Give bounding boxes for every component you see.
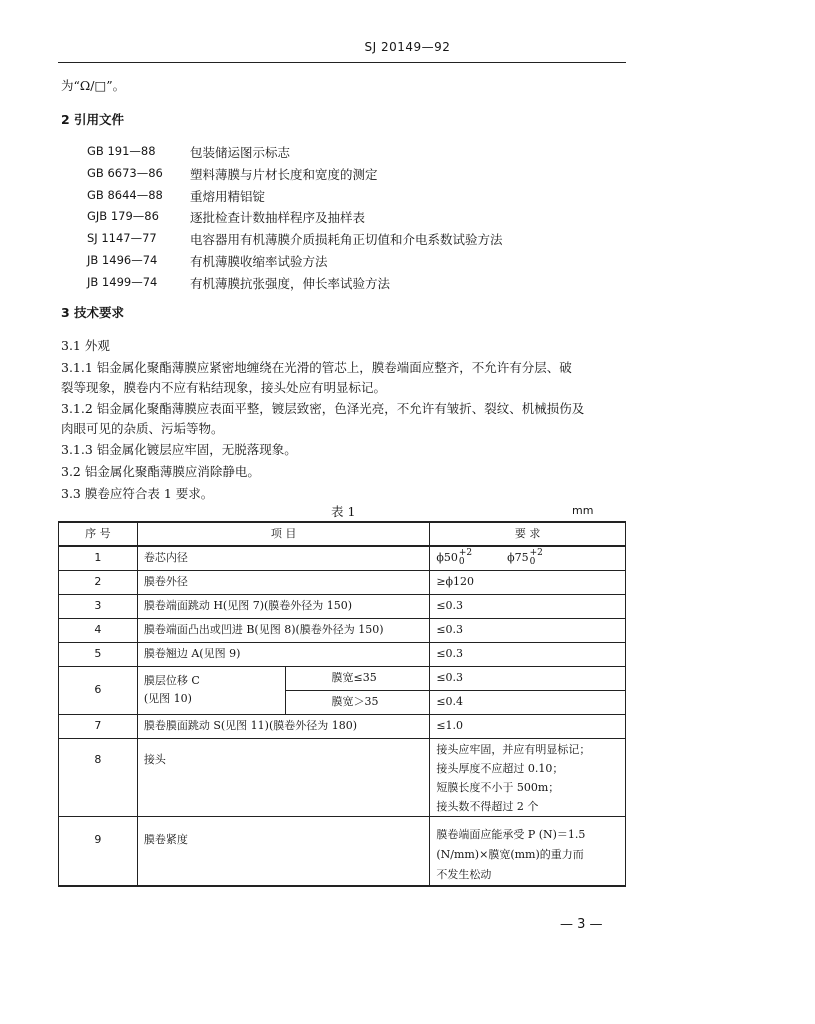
- row-no: 4: [59, 618, 138, 642]
- row-item: 膜卷翘边 A(见图 9): [137, 642, 429, 666]
- row-item-line: 膜层位移 C: [143, 674, 200, 687]
- table-row: [59, 546, 626, 570]
- req-line: 不发生松动: [436, 867, 492, 881]
- row-subitem: 膜宽＞35: [285, 690, 430, 714]
- clause-3-1-1-line2: 裂等现象，膜卷内不应有粘结现象，接头处应有明显标记。: [61, 380, 387, 395]
- row-requirement: ≤0.3: [430, 642, 626, 666]
- row-item: 膜卷端面凸出或凹进 B(见图 8)(膜卷外径为 150): [137, 618, 429, 642]
- table-row: [59, 642, 626, 666]
- clause-3-1-1-line1: 3.1.1 铝金属化聚酯薄膜应紧密地缠绕在光滑的管芯上，膜卷端面应整齐，不允许有分层、破: [61, 360, 572, 375]
- ref-title: 逐批检查计数抽样程序及抽样表: [190, 210, 366, 225]
- ref-code: GB 8644—88: [87, 188, 163, 202]
- row-no: 8: [59, 738, 138, 816]
- row-requirement: [430, 738, 626, 816]
- ref-code: GB 6673—86: [87, 166, 163, 180]
- clause-3-3: 3.3 膜卷应符合表 1 要求。: [61, 486, 214, 501]
- header-no: 序 号: [59, 522, 138, 546]
- tol-lower: 0: [458, 557, 465, 568]
- req-line: 接头应牢固，并应有明显标记；: [436, 742, 591, 756]
- req-value: ϕ50: [436, 551, 458, 565]
- row-requirement: ≤0.3: [430, 666, 626, 690]
- ref-code: GB 191—88: [87, 144, 156, 158]
- page-number: — 3 —: [560, 917, 603, 932]
- req-line: 接头厚度不应超过 0.10；: [436, 761, 564, 775]
- section-3-title: 3 技术要求: [61, 305, 125, 320]
- requirements-table: [58, 521, 626, 887]
- doc-code-header: SJ 20149—92: [364, 40, 451, 54]
- row-item: 卷芯内径: [137, 546, 429, 570]
- ref-title: 电容器用有机薄膜介质损耗角正切值和介电系数试验方法: [190, 232, 503, 247]
- row-requirement: ≤0.4: [430, 690, 626, 714]
- tolerance: [459, 549, 472, 567]
- ref-title: 有机薄膜收缩率试验方法: [190, 254, 328, 269]
- table-row: [59, 594, 626, 618]
- row-no: 1: [59, 546, 138, 570]
- row-no: 9: [59, 816, 138, 886]
- table-unit: mm: [572, 504, 594, 517]
- row-requirement: ≤1.0: [430, 714, 626, 738]
- row-item: 膜卷端面跳动 H(见图 7)(膜卷外径为 150): [137, 594, 429, 618]
- clause-3-1-2-line2: 肉眼可见的杂质、污垢等物。: [61, 421, 224, 436]
- tol-upper: +2: [529, 548, 543, 559]
- row-requirement: ≤0.3: [430, 618, 626, 642]
- ref-title: 重熔用精铝锭: [190, 189, 266, 204]
- table-row: [59, 714, 626, 738]
- row-item: 膜卷紧度: [137, 816, 429, 886]
- row-requirement: ≤0.3: [430, 594, 626, 618]
- req-line: (N/mm)×膜宽(mm)的重力而: [436, 847, 584, 861]
- row-item: 膜卷外径: [137, 570, 429, 594]
- row-requirement: ≥ϕ120: [430, 570, 626, 594]
- req-line: 短膜长度不小于 500m；: [436, 780, 560, 794]
- ref-code: JB 1499—74: [87, 275, 158, 289]
- row-no: 2: [59, 570, 138, 594]
- row-subitem: 膜宽≤35: [285, 666, 430, 690]
- row-no: 7: [59, 714, 138, 738]
- clause-3-1: 3.1 外观: [61, 338, 110, 353]
- tol-upper: +2: [458, 548, 473, 559]
- row-requirement: [430, 546, 626, 570]
- tolerance: [530, 549, 543, 567]
- ref-title: 塑料薄膜与片材长度和宽度的测定: [190, 167, 378, 182]
- intro-line: 为“Ω/□”。: [61, 78, 126, 93]
- table-caption: 表 1: [331, 504, 356, 519]
- ref-code: GJB 179—86: [87, 209, 159, 223]
- header-rule: [58, 62, 626, 63]
- row-item: 膜卷膜面跳动 S(见图 11)(膜卷外径为 180): [137, 714, 429, 738]
- table-row: [59, 618, 626, 642]
- clause-3-2: 3.2 铝金属化聚酯薄膜应消除静电。: [61, 464, 260, 479]
- row-item-line: (见图 10): [143, 692, 192, 705]
- req-line: 接头数不得超过 2 个: [436, 799, 539, 813]
- row-no: 5: [59, 642, 138, 666]
- tol-lower: 0: [529, 557, 536, 568]
- ref-code: SJ 1147—77: [87, 231, 157, 245]
- clause-3-1-2-line1: 3.1.2 铝金属化聚酯薄膜应表面平整，镀层致密，色泽光亮，不允许有皱折、裂纹、机械损伤及: [61, 401, 585, 416]
- req-value: ϕ75: [507, 551, 529, 565]
- ref-title: 有机薄膜抗张强度，伸长率试验方法: [190, 276, 391, 291]
- header-requirement: 要 求: [430, 522, 626, 546]
- table-header-row: [59, 522, 626, 546]
- header-item: 项 目: [137, 522, 429, 546]
- ref-code: JB 1496—74: [87, 253, 158, 267]
- req-line: 膜卷端面应能承受 P (N)＝1.5: [436, 827, 586, 841]
- table-row: [59, 738, 626, 816]
- ref-title: 包装储运图示标志: [190, 145, 291, 160]
- clause-3-1-3: 3.1.3 铝金属化镀层应牢固，无脱落现象。: [61, 442, 297, 457]
- row-no: 6: [59, 666, 138, 714]
- row-no: 3: [59, 594, 138, 618]
- row-item: 接头: [137, 738, 429, 816]
- table-row: [59, 816, 626, 886]
- table-row: [59, 570, 626, 594]
- row-requirement: [430, 816, 626, 886]
- section-2-title: 2 引用文件: [61, 112, 125, 127]
- table-row: [59, 666, 626, 690]
- row-item: [137, 666, 285, 714]
